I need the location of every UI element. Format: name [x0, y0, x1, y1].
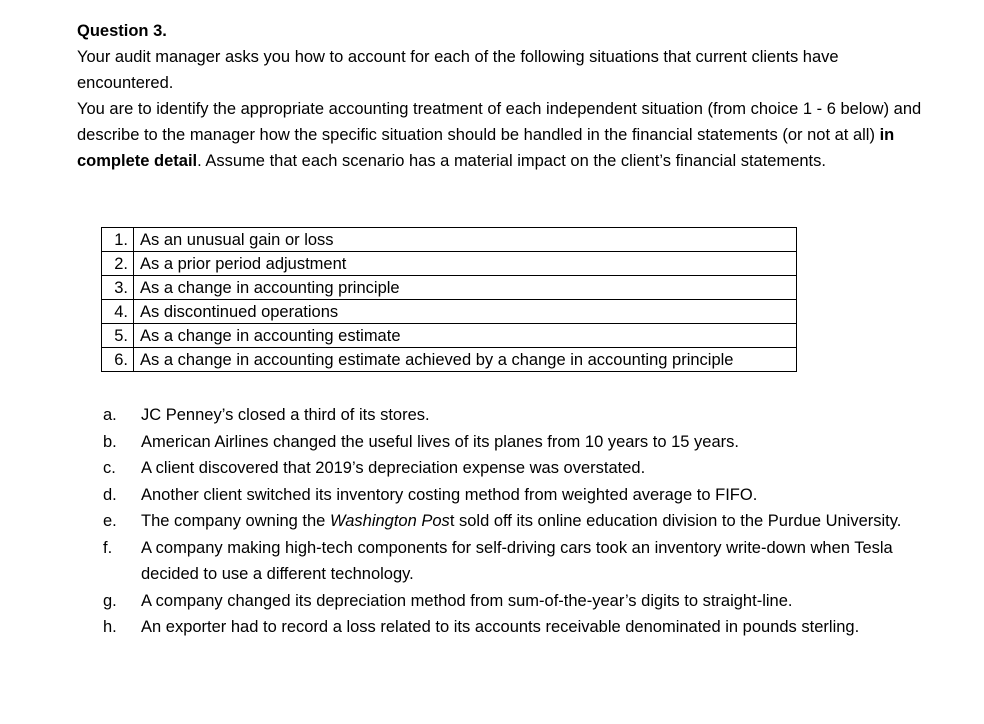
situation-text: A company making high-tech components for self-driving cars took an inventory write-down when Tesla decided to use a different technology.	[141, 538, 893, 583]
intro-paragraph-1: Your audit manager asks you how to account for each of the following situations that current clients have encountered.	[77, 48, 839, 92]
choice-text: As a change in accounting estimate	[134, 324, 797, 348]
choice-number: 3.	[102, 276, 134, 300]
situation-text: American Airlines changed the useful lives of its planes from 10 years to 15 years.	[141, 432, 739, 451]
list-item	[103, 588, 903, 615]
choice-text: As a prior period adjustment	[134, 252, 797, 276]
situation-letter: h.	[103, 618, 117, 636]
choice-text: As a change in accounting estimate achieved by a change in accounting principle	[134, 348, 797, 372]
intro-paragraph-2	[77, 96, 927, 174]
situation-letter: c.	[103, 459, 116, 477]
situation-text-post: t sold off its online education division to the Purdue University.	[449, 512, 902, 530]
situation-text: Another client switched its inventory costing method from weighted average to FIFO.	[141, 485, 758, 504]
choice-row	[102, 276, 797, 300]
choices-table	[101, 227, 797, 372]
choice-number: 2.	[102, 252, 134, 276]
list-item	[103, 535, 903, 588]
choice-row	[102, 348, 797, 372]
list-item	[103, 614, 903, 641]
situation-letter: f.	[103, 538, 113, 557]
intro-text-end: . Assume that each scenario has a material impact on the client’s financial statements.	[197, 152, 826, 170]
intro-bold-text: in complete detail	[77, 126, 895, 170]
choice-text: As an unusual gain or loss	[134, 228, 797, 252]
list-item	[103, 455, 903, 482]
choice-text: As discontinued operations	[134, 300, 797, 324]
situation-letter: e.	[103, 512, 117, 530]
question-intro	[77, 44, 927, 174]
choice-row	[102, 228, 797, 252]
choice-number: 5.	[102, 324, 134, 348]
choice-row	[102, 252, 797, 276]
situation-text: JC Penney’s closed a third of its stores.	[141, 406, 430, 424]
choice-number: 1.	[102, 228, 134, 252]
situation-letter: a.	[103, 406, 117, 424]
situation-text	[141, 508, 903, 535]
choice-row	[102, 300, 797, 324]
list-item	[103, 429, 903, 456]
list-item	[103, 482, 903, 509]
situation-letter: d.	[103, 485, 117, 504]
situation-text-pre: The company owning the	[141, 512, 330, 530]
intro-text-start: You are to identify the appropriate accounting treatment of each independent situation (from choice 1 - 6 below) and describe to the manager how the specific situation should be handled in the financial statements (or not at all)	[77, 100, 922, 144]
list-item	[103, 508, 903, 535]
choice-number: 4.	[102, 300, 134, 324]
situation-text: An exporter had to record a loss related to its accounts receivable denominated in pounds sterling.	[141, 618, 860, 636]
choice-row	[102, 324, 797, 348]
choice-text: As a change in accounting principle	[134, 276, 797, 300]
situation-letter: b.	[103, 432, 117, 451]
situations-list	[103, 402, 903, 641]
choice-number: 6.	[102, 348, 134, 372]
situation-italic-text: Washington Pos	[329, 512, 450, 530]
situation-letter: g.	[103, 591, 117, 610]
situation-text: A company changed its depreciation method from sum-of-the-year’s digits to straight-line.	[141, 591, 793, 610]
question-title: Question 3.	[77, 22, 167, 40]
situation-text: A client discovered that 2019’s depreciation expense was overstated.	[141, 459, 646, 477]
list-item	[103, 402, 903, 429]
